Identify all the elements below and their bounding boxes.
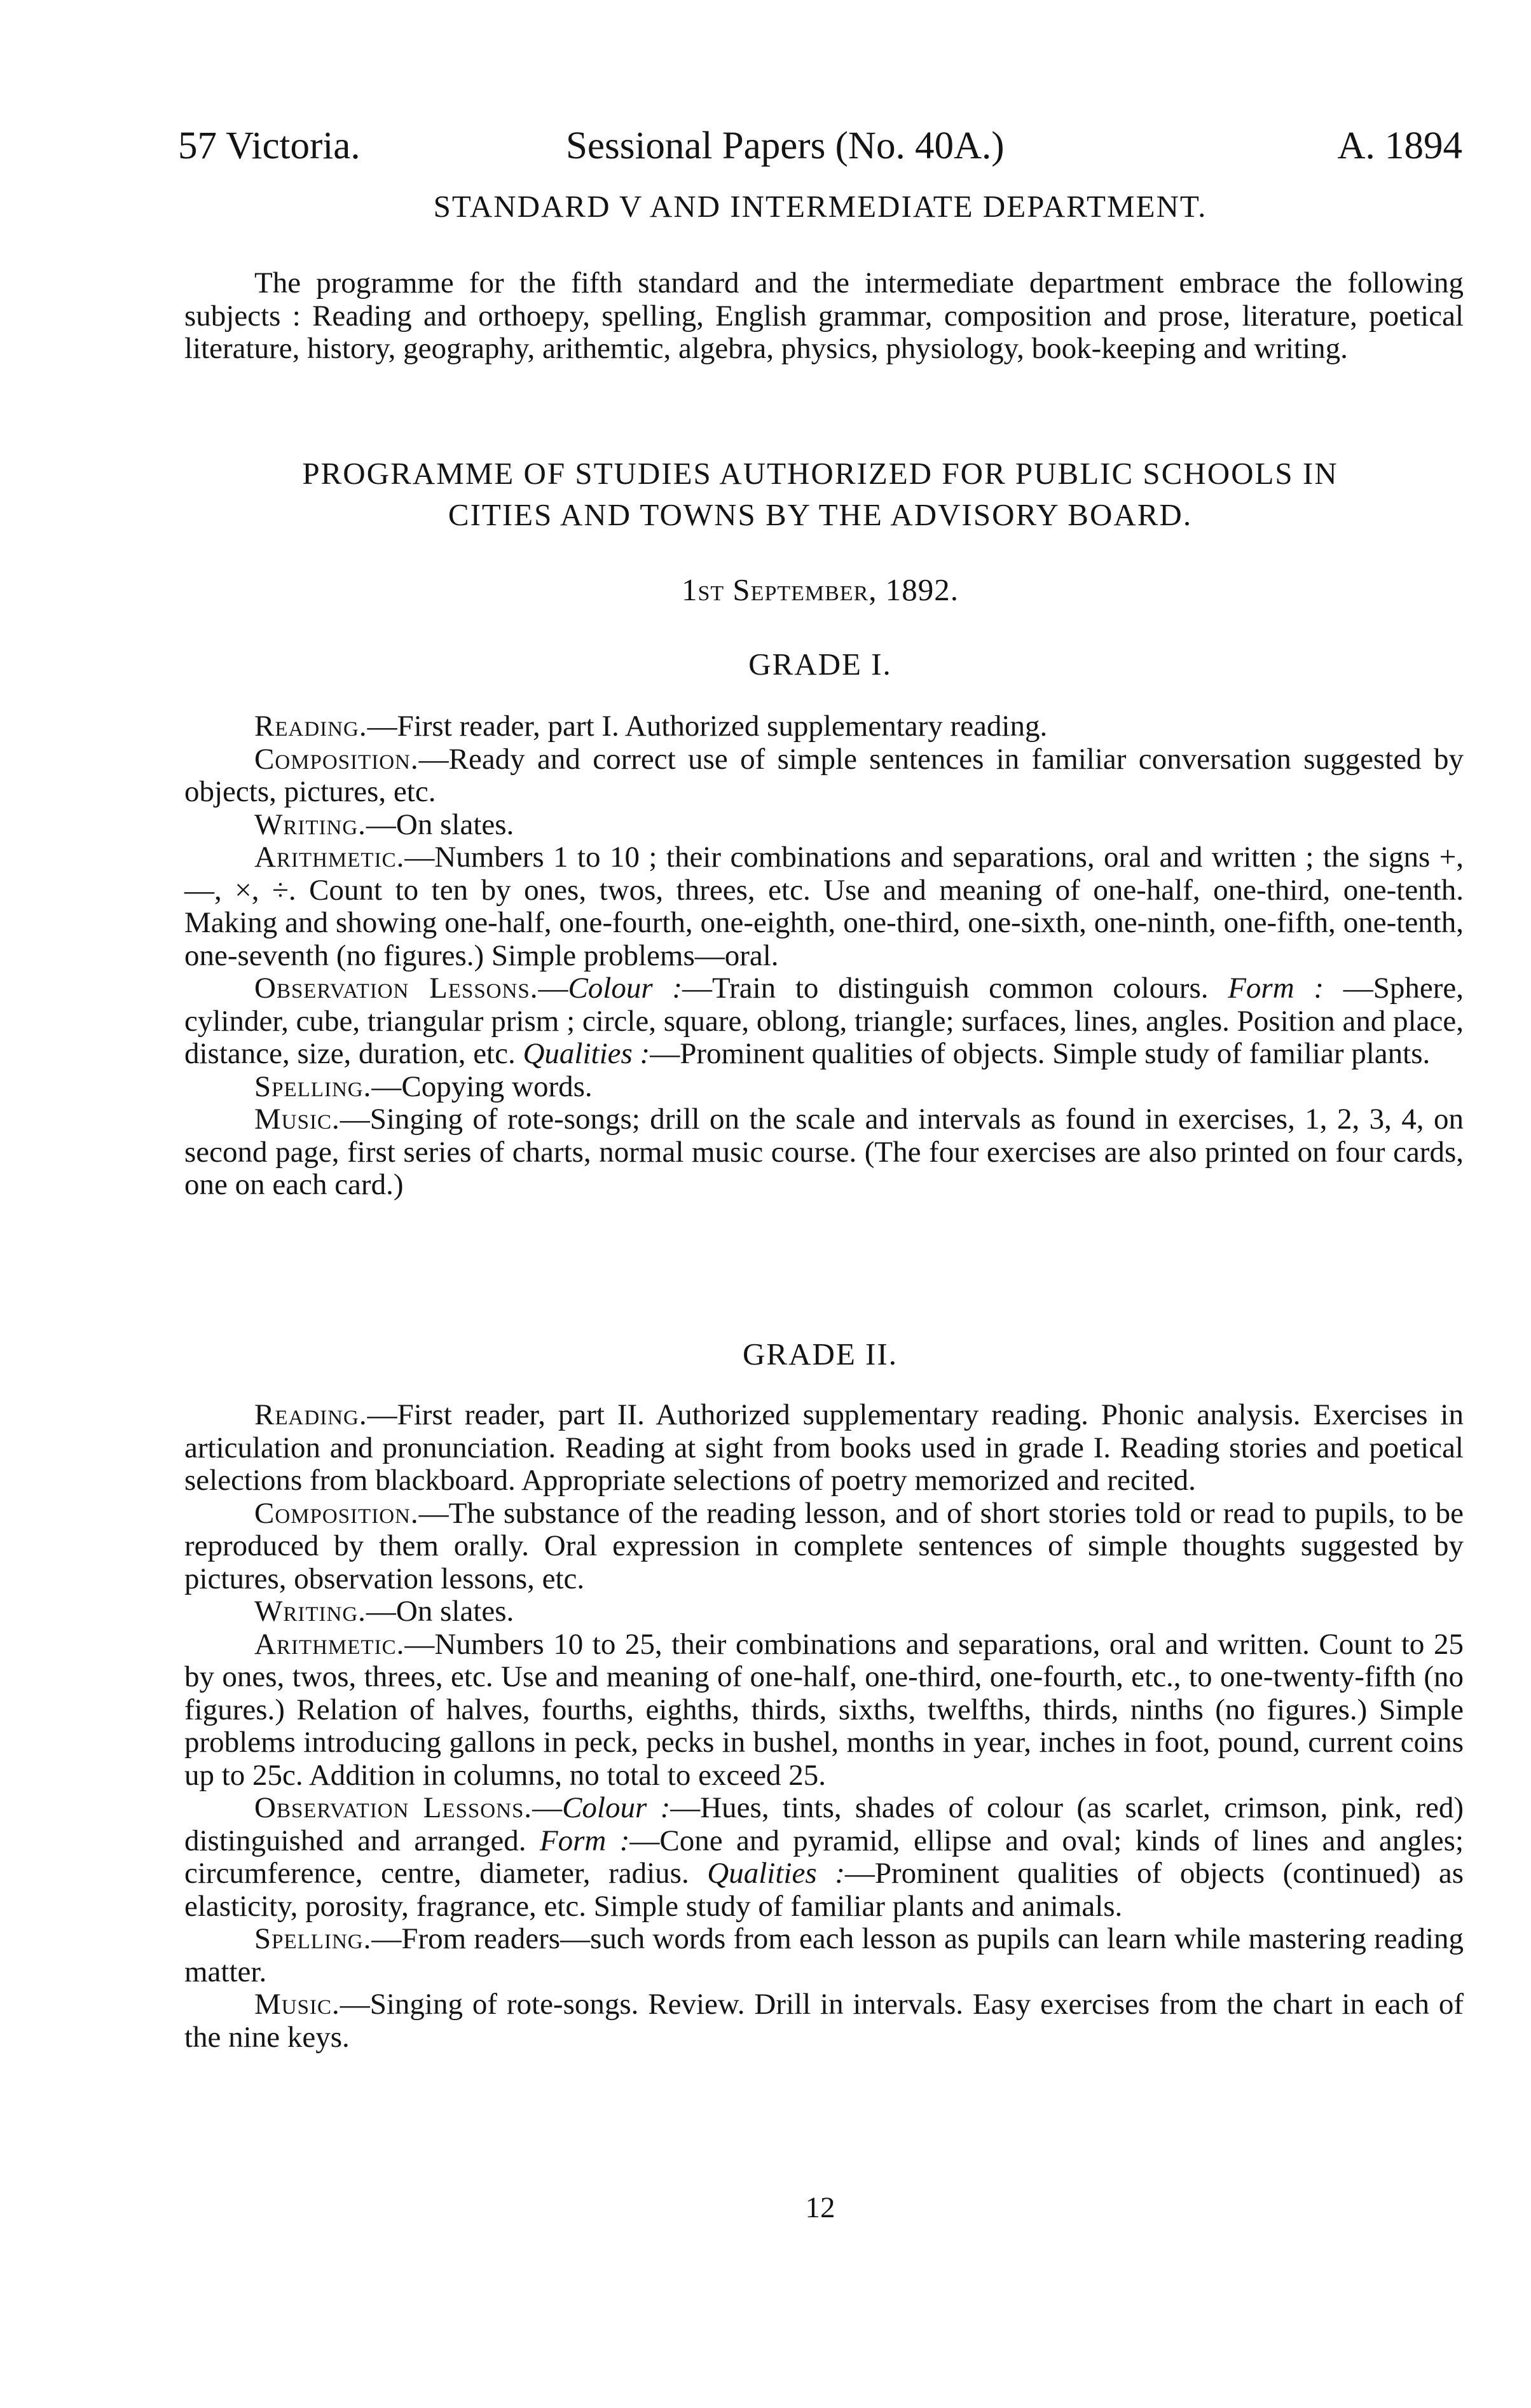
subject-entry-arithmetic — [184, 1628, 1464, 1792]
grade-1-subjects — [184, 710, 1464, 1202]
subject-subheading: Colour : — [562, 1791, 671, 1824]
subject-text: —First reader, part II. Authorized supplementary reading. Phonic analysis. Exercises in articulation and pronunciation. Reading at sight from books used in grade I. Reading stories and poetical selections from blackboard. Appropriate selections of poetry memorized and recited. — [184, 1398, 1464, 1497]
subject-entry-composition — [184, 1497, 1464, 1596]
subject-text: —Cone and pyramid, ellipse and oval; kinds of lines and angles; circumference, centre, diameter, radius. — [184, 1824, 1464, 1890]
subject-label: Composition. — [254, 742, 419, 776]
subject-text: —First reader, part I. Authorized supplementary reading. — [367, 710, 1048, 743]
subject-entry-music — [184, 1103, 1464, 1202]
subject-subheading: Form : — [539, 1824, 630, 1857]
subject-entry-writing — [184, 809, 1464, 842]
intro-section — [184, 267, 1464, 366]
subject-entry-composition — [184, 743, 1464, 809]
subject-text: —From readers—such words from each lesson as pupils can learn while mastering reading matter. — [184, 1922, 1464, 1988]
subject-label: Reading. — [254, 710, 367, 743]
grade-2-heading: GRADE II. — [743, 1337, 898, 1372]
header-sessional-papers: Sessional Papers (No. 40A.) — [566, 125, 1005, 167]
subject-entry-observation-lessons — [184, 972, 1464, 1071]
section-title: STANDARD V AND INTERMEDIATE DEPARTMENT. — [433, 189, 1207, 224]
subject-text: —Hues, tints, shades of colour (as scarlet, crimson, pink, red) distinguished and arranged. — [184, 1791, 1464, 1857]
date-line: 1st September, 1892. — [682, 572, 959, 607]
subject-entry-observation-lessons — [184, 1792, 1464, 1923]
running-header — [178, 121, 1462, 172]
subject-label: Composition. — [254, 1496, 419, 1530]
subject-label: Music. — [254, 1988, 340, 2021]
subject-subheading: Form : — [1228, 972, 1324, 1005]
page-number: 12 — [805, 2191, 835, 2224]
programme-title-line-1: PROGRAMME OF STUDIES AUTHORIZED FOR PUBLIC SCHOOLS IN — [302, 456, 1338, 491]
subject-entry-spelling — [184, 1923, 1464, 1988]
subject-label: Writing. — [254, 808, 366, 841]
subject-label: Music. — [254, 1103, 340, 1136]
subject-text: —Sphere, cylinder, cube, triangular prism ; circle, square, oblong, triangle; surfaces, lines, angles. Position and place, distance, size, duration, etc. — [184, 972, 1464, 1070]
subject-text: —The substance of the reading lesson, and of short stories told or read to pupils, to be reproduced by them orally. Oral expression in complete sentences of simple thoughts suggested by pictures, observation lessons, etc. — [184, 1496, 1464, 1595]
subject-text: —Prominent qualities of objects. Simple study of familiar plants. — [650, 1037, 1431, 1070]
grade-2-subjects — [184, 1399, 1464, 2054]
subject-label: Spelling. — [254, 1922, 372, 1955]
subject-entry-reading — [184, 710, 1464, 743]
header-year: A. 1894 — [1337, 125, 1462, 167]
header-volume: 57 Victoria. — [178, 125, 360, 167]
subject-entry-music — [184, 1988, 1464, 2054]
subject-text: —Singing of rote-songs. Review. Drill in intervals. Easy exercises from the chart in each of the nine keys. — [184, 1988, 1464, 2054]
subject-label: Arithmetic. — [254, 841, 405, 874]
subject-label: Reading. — [254, 1398, 367, 1431]
subject-label: Spelling. — [254, 1070, 372, 1103]
subject-text: — — [538, 972, 568, 1005]
subject-text: —Copying words. — [371, 1070, 593, 1103]
subject-text: —Numbers 10 to 25, their combinations and separations, oral and written. Count to 25 by ones, twos, threes, etc. Use and meaning of one-half, one-third, one-fourth, etc., to one-twenty-fifth (no figures.) Relation of halves, fourths, eighths, thirds, sixths, twelfths, thirds, ninths (no figures.) Simple problems introducing gallons in peck, pecks in bushel, months in year, inches in foot, pound, current coins up to 25c. Addition in columns, no total to exceed 25. — [184, 1627, 1464, 1792]
subject-text: —Prominent qualities of objects (continued) as elasticity, porosity, fragrance, etc. Simple study of familiar plants and animals. — [184, 1857, 1464, 1923]
subject-text: —On slates. — [366, 1595, 514, 1628]
intro-paragraph: The programme for the fifth standard and the intermediate department embrace the following subjects : Reading and orthoepy, spelling, English grammar, composition and prose, literature, poetical literature, history, geography, arithemtic, algebra, physics, physiology, book-keeping and writing. — [184, 266, 1464, 365]
subject-entry-arithmetic — [184, 841, 1464, 972]
subject-label: Observation Lessons. — [254, 1791, 533, 1824]
programme-title-line-2: CITIES AND TOWNS BY THE ADVISORY BOARD. — [448, 497, 1193, 532]
subject-label: Observation Lessons. — [254, 972, 539, 1005]
subject-text: —On slates. — [366, 808, 514, 841]
subject-text: —Train to distinguish common colours. — [682, 972, 1228, 1005]
grade-1-heading: GRADE I. — [748, 647, 892, 682]
subject-subheading: Colour : — [568, 972, 683, 1005]
subject-entry-writing — [184, 1595, 1464, 1628]
subject-subheading: Qualities : — [707, 1857, 845, 1890]
subject-entry-spelling — [184, 1071, 1464, 1104]
subject-text: —Ready and correct use of simple sentences in familiar conversation suggested by objects, pictures, etc. — [184, 742, 1464, 808]
subject-text: — — [532, 1791, 563, 1824]
subject-text: —Singing of rote-songs; drill on the scale and intervals as found in exercises, 1, 2, 3, 4, on second page, first series of charts, normal music course. (The four exercises are also printed on four cards, one on each card.) — [184, 1103, 1464, 1201]
subject-label: Arithmetic. — [254, 1627, 405, 1661]
subject-label: Writing. — [254, 1595, 366, 1628]
subject-subheading: Qualities : — [523, 1037, 650, 1070]
subject-text: —Numbers 1 to 10 ; their combinations and separations, oral and written ; the signs +, —, ×, ÷. Count to ten by ones, twos, threes, etc. Use and meaning of one-half, one-third, one-tenth. Making and showing one-half, one-fourth, one-eighth, one-third, one-sixth, one-ninth, one-fifth, one-tenth, one-seventh (no figures.) Simple problems—oral. — [184, 841, 1464, 972]
subject-entry-reading — [184, 1399, 1464, 1497]
